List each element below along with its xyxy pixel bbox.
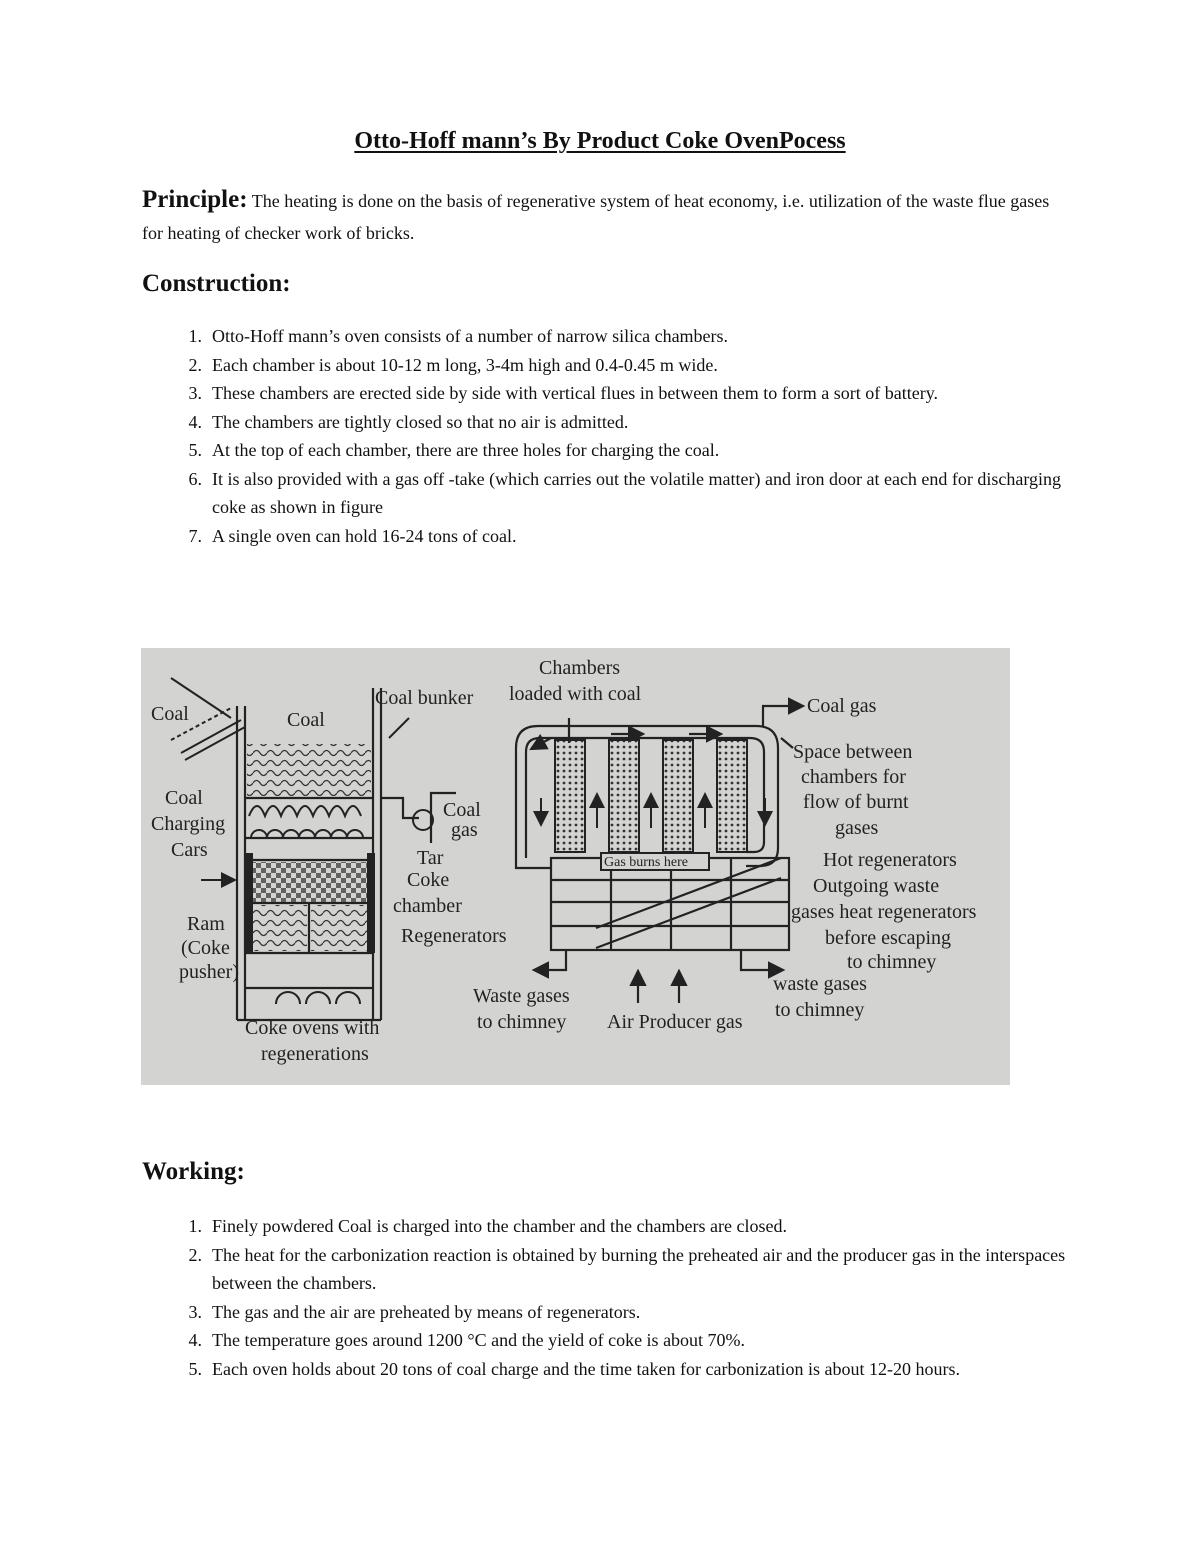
figure-label: flow of burnt — [803, 791, 909, 813]
figure-label: chambers for — [801, 766, 906, 788]
figure-label: before escaping — [825, 927, 952, 949]
page-title: Otto-Hoff mann’s By Product Coke OvenPocess — [354, 128, 846, 154]
list-item: 4. The temperature goes around 1200 °C and the yield of coke is about 70%. — [188, 1330, 746, 1350]
figure-label: Coal — [165, 787, 203, 809]
list-item: 5. Each oven holds about 20 tons of coal charge and the time taken for carbonization is about 12-20 hours. — [188, 1358, 960, 1379]
figure-label: to chimney — [477, 1011, 567, 1033]
figure-label: to chimney — [847, 951, 937, 973]
figure-label: Coal gas — [807, 695, 877, 717]
figure-label: Chambers — [539, 657, 621, 679]
figure-label: Ram — [187, 913, 225, 935]
principle-label: Principle: — [142, 186, 248, 213]
working-heading: Working: — [142, 1158, 245, 1185]
figure-label: Outgoing waste — [813, 875, 940, 897]
figure-label: Waste gases — [473, 985, 570, 1007]
figure-label: Air Producer gas — [607, 1011, 743, 1033]
figure-label: Regenerators — [401, 925, 507, 947]
figure-label: gas — [451, 819, 478, 841]
list-item: 1. Otto-Hoff mann’s oven consists of a number of narrow silica chambers. — [188, 326, 729, 346]
list-item: 3. The gas and the air are preheated by means of regenerators. — [188, 1301, 641, 1322]
figure-label: waste gases — [773, 973, 867, 995]
figure-label: to chimney — [775, 999, 865, 1021]
figure-label: Coal — [151, 703, 189, 725]
figure-label: Tar — [417, 847, 444, 869]
figure-label: chamber — [393, 895, 462, 917]
figure-label: pusher) — [179, 961, 239, 983]
list-item: 7. A single oven can hold 16-24 tons of coal. — [188, 525, 517, 546]
list-item: 1. Finely powdered Coal is charged into the chamber and the chambers are closed. — [188, 1216, 787, 1236]
figure-label: (Coke — [181, 937, 230, 959]
figure-label: Coal bunker — [375, 687, 474, 709]
list-item: 6. It is also provided with a gas off -take (which carries out the volatile matter) and iron door at each end for discharging coke as shown in figure — [188, 468, 1062, 517]
working-list — [142, 1212, 1072, 1383]
figure-label: Gas burns here — [604, 855, 688, 870]
figure-label: Cars — [171, 839, 208, 861]
coke-oven-diagram — [141, 648, 1010, 1085]
coke-oven-figure — [141, 648, 1010, 1085]
figure-label: Coal — [287, 709, 325, 731]
list-item: 4. The chambers are tightly closed so that no air is admitted. — [188, 411, 629, 432]
figure-label: gases — [835, 817, 879, 839]
principle-paragraph — [142, 184, 1072, 249]
list-item: 2. Each chamber is about 10-12 m long, 3-4m high and 0.4-0.45 m wide. — [188, 354, 718, 375]
figure-label: Space between — [793, 741, 913, 763]
figure-label: Coal — [443, 799, 481, 821]
list-item: 2. The heat for the carbonization reaction is obtained by burning the preheated air and the producer gas in the interspaces between the chambers. — [188, 1244, 1066, 1293]
list-item: 5. At the top of each chamber, there are three holes for charging the coal. — [188, 440, 720, 460]
figure-label: Charging — [151, 813, 226, 835]
figure-label: Hot regenerators — [823, 849, 957, 871]
figure-label: regenerations — [261, 1043, 369, 1065]
principle-text: The heating is done on the basis of regenerative system of heat economy, i.e. utilization of the waste flue gases for heating of checker work of bricks. — [142, 191, 1050, 243]
figure-label: loaded with coal — [509, 683, 642, 705]
figure-label: Coke ovens with — [245, 1017, 380, 1039]
figure-label: gases heat regenerators — [791, 901, 977, 923]
list-item: 3. These chambers are erected side by side with vertical flues in between them to form a sort of battery. — [188, 383, 939, 403]
construction-list — [142, 322, 1072, 550]
construction-heading: Construction: — [142, 270, 291, 297]
figure-label: Coke — [407, 869, 450, 891]
